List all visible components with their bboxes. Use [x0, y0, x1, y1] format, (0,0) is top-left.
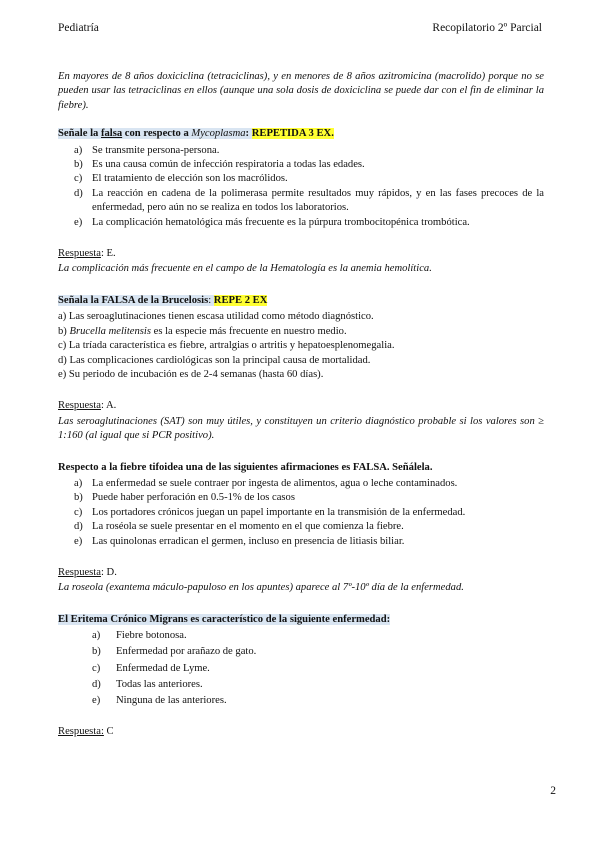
question-1-options	[58, 144, 544, 230]
option-e: e) Ninguna de las anteriores.	[92, 695, 227, 706]
option-c: c) Los portadores crónicos juegan un papel importante en la transmisión de la enfermedad.	[74, 506, 466, 518]
answer-1: Respuesta: E.	[58, 248, 116, 260]
option-a: a) Las seroaglutinaciones tienen escasa utilidad como método diagnóstico.	[58, 311, 374, 323]
question-4-options	[58, 629, 544, 708]
explanation-2: Las seroaglutinaciones (SAT) son muy útiles, y constituyen un criterio diagnóstico probable si los valores son ≥ 1:160 (al igual que si PCR positivo).	[58, 415, 544, 442]
option-c: c) Enfermedad de Lyme.	[92, 662, 210, 674]
answer-2: Respuesta: A.	[58, 400, 117, 412]
answer-3: Respuesta: D.	[58, 566, 117, 578]
question-2	[58, 294, 544, 308]
question-3-options	[58, 477, 544, 549]
option-e: e) La complicación hematológica más frecuente es la púrpura trombocitopénica trombótica.	[74, 216, 470, 228]
option-a: a) La enfermedad se suele contraer por ingesta de alimentos, agua o leche contaminados.	[74, 477, 458, 489]
option-b: b) Enfermedad por arañazo de gato.	[92, 646, 257, 658]
q1-repeat-tag: REPETIDA 3 EX.	[251, 128, 334, 140]
q2-repeat-tag: REPE 2 EX	[213, 294, 268, 306]
option-a: a) Se transmite persona-persona.	[74, 144, 220, 156]
q1-italic: Mycoplasma	[191, 128, 246, 140]
option-b: b) Es una causa común de infección respiratoria a todas las edades.	[74, 159, 365, 171]
option-b: b) Brucella melitensis es la especie más frecuente en nuestro medio.	[58, 325, 347, 337]
question-1-heading	[58, 128, 252, 139]
q1-post: :	[245, 128, 252, 140]
option-d: d) La roséola se suele presentar en el momento en el que comienza la fiebre.	[74, 521, 404, 533]
header-title: Recopilatorio 2º Parcial	[432, 22, 542, 34]
question-2-options	[58, 310, 544, 382]
option-d: d) Todas las anteriores.	[92, 678, 203, 690]
page-content	[58, 70, 544, 740]
header-subject: Pediatría	[58, 22, 99, 34]
q1-underlined: falsa	[100, 128, 123, 140]
answer-4: Respuesta: C	[58, 726, 114, 738]
q1-mid: con respecto a	[122, 128, 192, 140]
question-3: Respecto a la fiebre tifoidea una de las siguientes afirmaciones es FALSA. Señálela.	[58, 461, 433, 473]
option-d: d) La reacción en cadena de la polimerasa permite resultados muy rápidos, y en las fases precoces de la enfermedad, pero aún no se realiza en todos los laboratorios.	[74, 187, 544, 214]
page-number: 2	[550, 785, 556, 797]
question-4: El Eritema Crónico Migrans es característico de la siguiente enfermedad:	[58, 613, 391, 625]
q1-pre: Señale la	[58, 128, 101, 140]
intro-paragraph: En mayores de 8 años doxiciclina (tetraciclinas), y en menores de 8 años azitromicina (macrolido) porque no se pueden usar las tetraciclinas en ellos (aunque una sola dosis de doxiciclina se puede dar con el fin de eliminar la fiebre).	[58, 71, 544, 111]
option-a: a) Fiebre botonosa.	[92, 630, 187, 642]
option-c: c) El tratamiento de elección son los macrólidos.	[74, 173, 288, 185]
question-2-heading: Señala la FALSA de la Brucelosis:	[58, 294, 214, 306]
option-e: e) Su periodo de incubación es de 2-4 semanas (hasta 60 días).	[58, 368, 324, 380]
explanation-3: La roseola (exantema máculo-papuloso en los apuntes) aparece al 7º-10º día de la enfermedad.	[58, 582, 464, 594]
explanation-1: La complicación más frecuente en el campo de la Hematología es la anemia hemolítica.	[58, 263, 432, 275]
option-c: c) La tríada característica es fiebre, artralgias o artritis y hepatoesplenomegalia.	[58, 340, 395, 352]
option-d: d) Las complicaciones cardiológicas son la principal causa de mortalidad.	[58, 354, 371, 366]
option-e: e) Las quinolonas erradican el germen, incluso en presencia de litiasis biliar.	[74, 535, 405, 547]
option-b: b) Puede haber perforación en 0.5-1% de los casos	[74, 492, 295, 504]
question-1	[58, 127, 544, 141]
